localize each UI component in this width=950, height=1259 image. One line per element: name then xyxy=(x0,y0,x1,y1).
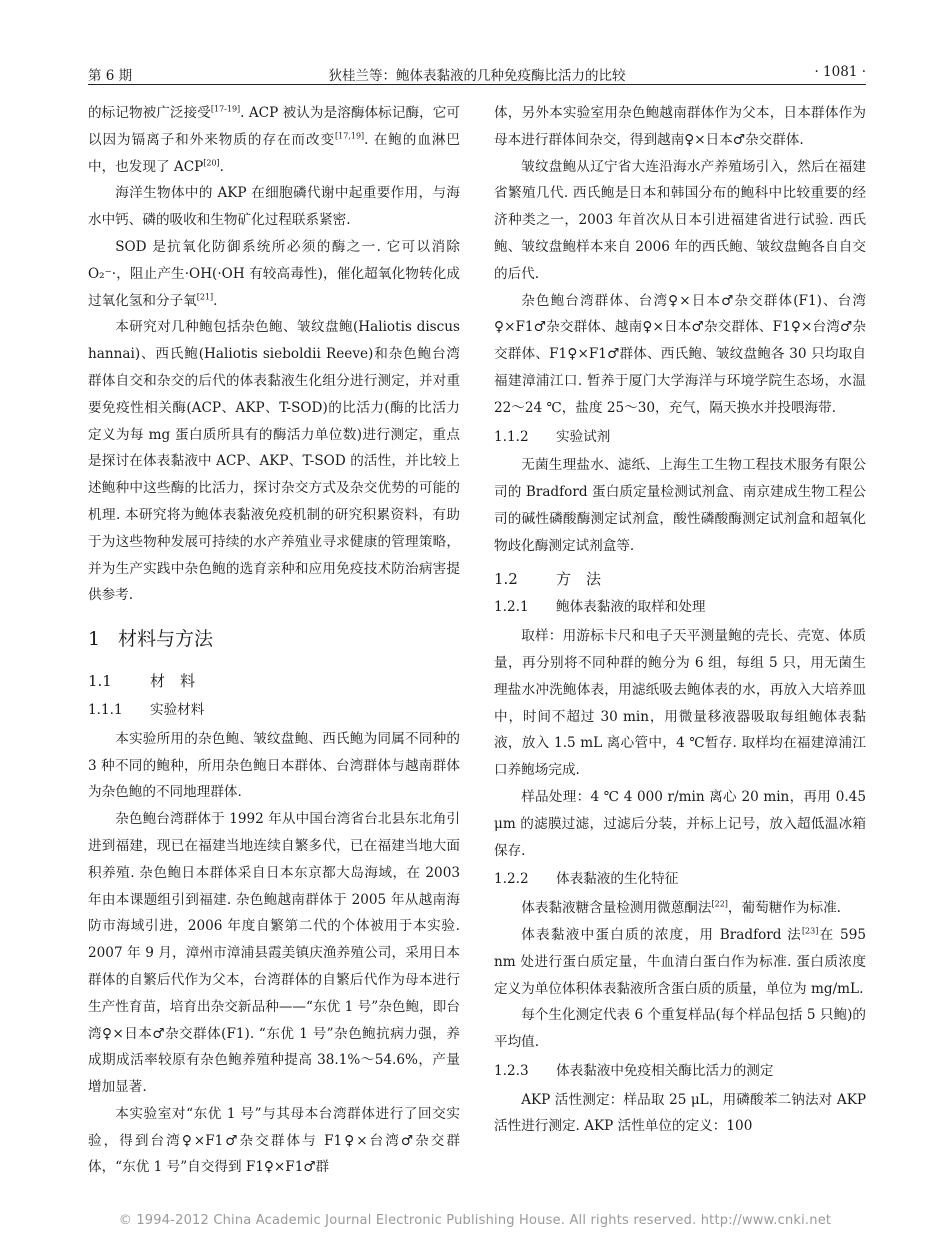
running-title: 狄桂兰等：鲍体表黏液的几种免疫酶比活力的比较 xyxy=(328,68,626,84)
citation[interactable]: [22] xyxy=(711,899,728,909)
citation[interactable]: [23] xyxy=(801,926,819,936)
copyright-footer: © 1994-2012 China Academic Journal Electronic Publishing House. All rights reserved. http://www.cnki.net xyxy=(118,1213,832,1228)
subsection-heading: 1.2 方 法 xyxy=(494,569,602,588)
subsubsection-heading: 1.2.3 体表黏液中免疫相关酶比活力的测定 xyxy=(494,1062,774,1079)
subsubsection-heading: 1.2.1 鲍体表黏液的取样和处理 xyxy=(494,599,706,616)
paragraph: 体表黏液糖含量检测用微蒽酮法[22]，葡萄糖作为标准. xyxy=(521,899,841,917)
citation[interactable]: [17-19] xyxy=(210,104,241,114)
paragraph: 无菌生理盐水、滤纸、上海生工生物工程技术服务有限公司的 Bradford 蛋白质定量检测试剂盒、南京建成生物工程公司的碱性磷酸酶测定试剂盒，酸性磷酸酶测定试剂盒和超氧化物歧化酶测定试剂盒等. xyxy=(494,457,866,554)
paragraph: 本研究对几种鲍包括杂色鲍、皱纹盘鲍(Haliotis discus hannai)、西氏鲍(Haliotis sieboldii Reeve)和杂色鲍台湾群体自交和杂交的后代的体表黏液生化组分进行测定，并对重要免疫性相关酶(ACP、AKP、T-SOD)的比活力(酶的比活力定义为每 mg 蛋白质所具有的酶活力单位数)进行测定，重点是探讨在体表黏液中 ACP、AKP、T-SOD 的活性，并比较上述鲍种中这些酶的比活力，探讨杂交方式及杂交优势的可能的机理. 本研究将为鲍体表黏液免疫机制的研究积累资料，有助于为这些物种发展可持续的水产养殖业寻求健康的管理策略，并为生产实践中杂色鲍的选育亲种和应用免疫技术防治病害提供参考. xyxy=(88,319,460,604)
citation[interactable]: [21] xyxy=(196,292,214,302)
paragraph: 取样：用游标卡尺和电子天平测量鲍的壳长、壳宽、体质量，再分别将不同种群的鲍分为 6 组，每组 5 只，用无菌生理盐水冲洗鲍体表，用滤纸吸去鲍体表的水，再放入大培养皿中，时间不超过 30 min，用微量移液器吸取每组鲍体表黏液，放入 1.5 mL 离心管中，4 ℃暂存. 取样均在福建漳浦江口养鲍场完成. xyxy=(494,628,866,779)
citation[interactable]: [17,19] xyxy=(335,131,365,141)
paragraph: 体，另外本实验室用杂色鲍越南群体作为父本，日本群体作为母本进行群体间杂交，得到越南♀×日本♂杂交群体. xyxy=(494,105,866,148)
paragraph: 皱纹盘鲍从辽宁省大连沿海水产养殖场引入，然后在福建省繁殖几代. 西氏鲍是日本和韩国分布的鲍科中比较重要的经济种类之一，2003 年首次从日本引进福建省进行试验. 西氏鲍、皱纹盘鲍样本来自 2006 年的西氏鲍、皱纹盘鲍各自自交的后代. xyxy=(494,158,866,282)
paragraph: 杂色鲍台湾群体、台湾♀×日本♂杂交群体(F1)、台湾♀×F1♂杂交群体、越南♀×日本♂杂交群体、F1♀×台湾♂杂交群体、F1♀×F1♂群体、西氏鲍、皱纹盘鲍各 30 只均取自福建漳浦江口. 暂养于厦门大学海洋与环境学院生态场，水温 22～24 ℃，盐度 25～30，充气，隔天换水并投喂海带. xyxy=(494,292,866,416)
right-column xyxy=(494,100,866,1140)
page-number: · 1081 · xyxy=(814,64,866,80)
paragraph: 每个生化测定代表 6 个重复样品(每个样品包括 5 只鲍)的平均值. xyxy=(494,1007,866,1051)
paragraph: AKP 活性测定：样品取 25 μL，用磷酸苯二钠法对 AKP 活性进行测定. AKP 活性单位的定义：100 xyxy=(494,1091,866,1135)
citation[interactable]: [20] xyxy=(203,158,220,168)
left-column xyxy=(88,100,460,1181)
subsubsection-heading: 1.1.2 实验试剂 xyxy=(494,428,611,445)
paragraph: 本实验所用的杂色鲍、皱纹盘鲍、西氏鲍为同属不同种的 3 种不同的鲍种，所用杂色鲍日本群体、台湾群体与越南群体为杂色鲍的不同地理群体. xyxy=(88,730,460,801)
paragraph: 本实验室对“东优 1 号”与其母本台湾群体进行了回交实验，得到台湾♀×F1♂杂交群体与 F1♀×台湾♂杂交群体，“东优 1 号”自交得到 F1♀×F1♂群 xyxy=(88,1105,460,1176)
running-header xyxy=(88,62,866,85)
issue-number: 第 6 期 xyxy=(88,68,133,84)
section-heading: 1 材料与方法 xyxy=(88,628,214,651)
paragraph: 样品处理：4 ℃ 4 000 r/min 离心 20 min，再用 0.45 μm 的滤膜过滤，过滤后分装，并标上记号，放入超低温冰箱保存. xyxy=(494,788,866,859)
paragraph: SOD 是抗氧化防御系统所必须的酶之一. 它可以消除 O₂⁻·，阻止产生·OH(·OH 有较高毒性)，催化超氧化物转化成过氧化氢和分子氧[21]. xyxy=(88,238,460,309)
paragraph: 体表黏液中蛋白质的浓度，用 Bradford 法[23]在 595 nm 处进行蛋白质定量，牛血清白蛋白作为标准. 蛋白质浓度定义为单位体积体表黏液所含蛋白质的质量，单位为 mg/mL. xyxy=(494,926,866,997)
subsubsection-heading: 1.1.1 实验材料 xyxy=(88,701,205,718)
subsubsection-heading: 1.2.2 体表黏液的生化特征 xyxy=(494,871,679,888)
paragraph: 的标记物被广泛接受[17-19]. ACP 被认为是溶酶体标记酶，它可以因为镉离子和外来物质的存在而改变[17,19]. 在鲍的血淋巴中，也发现了 ACP[20]. xyxy=(88,104,461,175)
paragraph: 海洋生物体中的 AKP 在细胞磷代谢中起重要作用，与海水中钙、磷的吸收和生物矿化过程联系紧密. xyxy=(88,185,460,229)
paragraph: 杂色鲍台湾群体于 1992 年从中国台湾省台北县东北角引进到福建，现已在福建当地连续自繁多代，已在福建当地大面积养殖. 杂色鲍日本群体采自日本东京都大岛海域，在 2003 年由本课题组引到福建. 杂色鲍越南群体于 2005 年从越南海防市海域引进，2006 年度自繁第二代的个体被用于本实验. 2007 年 9 月，漳州市漳浦县霞美镇庆渔养殖公司，采用日本群体的自繁后代作为父本，台湾群体的自繁后代作为母本进行生产性育苗，培育出杂交新品种——“东优 1 号”杂色鲍，即台湾♀×日本♂杂交群体(F1). “东优 1 号”杂色鲍抗病力强，养成期成活率较原有杂色鲍养殖种提高 38.1%～54.6%，产量增加显著. xyxy=(88,811,460,1096)
subsection-heading: 1.1 材 料 xyxy=(88,672,196,691)
